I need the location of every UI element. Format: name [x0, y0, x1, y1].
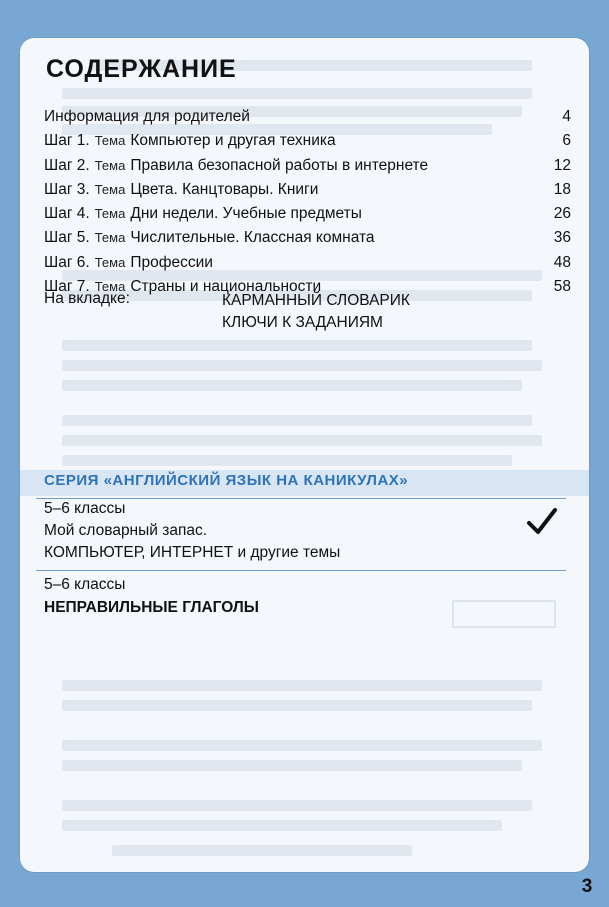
toc-entry-title: Цвета. Канцтовары. Книги [130, 180, 319, 198]
divider [36, 570, 566, 571]
checkmark-icon [524, 504, 560, 540]
toc-entry-step-5[interactable] [44, 229, 571, 253]
toc-entry-title: Правила безопасной работы в интернете [130, 156, 429, 174]
toc-entry-label: Шаг 7. [44, 278, 90, 296]
toc-entry-step-1[interactable] [44, 132, 571, 156]
toc-entry-page: 48 [553, 253, 571, 271]
toc-entry-tema: Тема [94, 133, 126, 149]
toc-entry-tema: Тема [94, 279, 126, 295]
book-grade: 5–6 классы [44, 500, 126, 517]
toc-entry-page: 18 [553, 180, 571, 198]
page-number: 3 [581, 876, 593, 897]
toc-entry-label: Шаг 2. [44, 156, 90, 174]
toc-entry-title: Профессии [130, 253, 213, 271]
toc-entry-tema: Тема [94, 206, 126, 222]
toc-entry-tema: Тема [94, 230, 126, 246]
toc-entry-title: Дни недели. Учебные предметы [130, 205, 362, 223]
toc-entry-label: Информация для родителей [44, 108, 250, 125]
toc-entry-page: 26 [553, 205, 571, 223]
toc-entry-label: Шаг 4. [44, 205, 90, 223]
toc-entry-step-6[interactable] [44, 254, 571, 278]
toc-entry-page: 4 [562, 108, 571, 125]
book-title: Мой словарный запас. [44, 522, 208, 539]
toc-entry-step-4[interactable] [44, 205, 571, 229]
book-subtitle: КОМПЬЮТЕР, ИНТЕРНЕТ и другие темы [44, 544, 341, 561]
insert-items [222, 290, 410, 334]
toc-entry-tema: Тема [94, 157, 126, 173]
toc-entry-step-2[interactable] [44, 157, 571, 181]
toc-entry-title: Числительные. Классная комната [130, 229, 375, 247]
toc-entry-parents-info[interactable] [44, 108, 571, 132]
book-grade: 5–6 классы [44, 576, 126, 593]
toc-entry-tema: Тема [94, 254, 126, 270]
toc-entry-label: Шаг 3. [44, 180, 90, 198]
series-title: СЕРИЯ «АНГЛИЙСКИЙ ЯЗЫК НА КАНИКУЛАХ» [44, 472, 409, 489]
contents-heading: СОДЕРЖАНИЕ [46, 55, 237, 83]
divider [36, 498, 566, 499]
insert-label: На вкладке: [44, 290, 130, 307]
insert-item-dictionary: КАРМАННЫЙ СЛОВАРИК [222, 292, 410, 309]
toc-entry-label: Шаг 5. [44, 229, 90, 247]
toc-entry-page: 12 [553, 156, 571, 174]
toc-entry-page: 58 [553, 278, 571, 296]
toc-entry-page: 6 [562, 132, 571, 150]
toc-entry-title: Страны и национальности [130, 278, 322, 296]
toc-entry-step-3[interactable] [44, 181, 571, 205]
toc-entry-tema: Тема [94, 181, 126, 197]
toc-entry-page: 36 [553, 229, 571, 247]
book-title: НЕПРАВИЛЬНЫЕ ГЛАГОЛЫ [44, 599, 259, 616]
toc-entry-label: Шаг 6. [44, 253, 90, 271]
toc-entry-label: Шаг 1. [44, 132, 90, 150]
toc-entry-title: Компьютер и другая техника [130, 132, 336, 150]
insert-item-answer-keys: КЛЮЧИ К ЗАДАНИЯМ [222, 314, 383, 331]
table-of-contents [44, 108, 571, 302]
